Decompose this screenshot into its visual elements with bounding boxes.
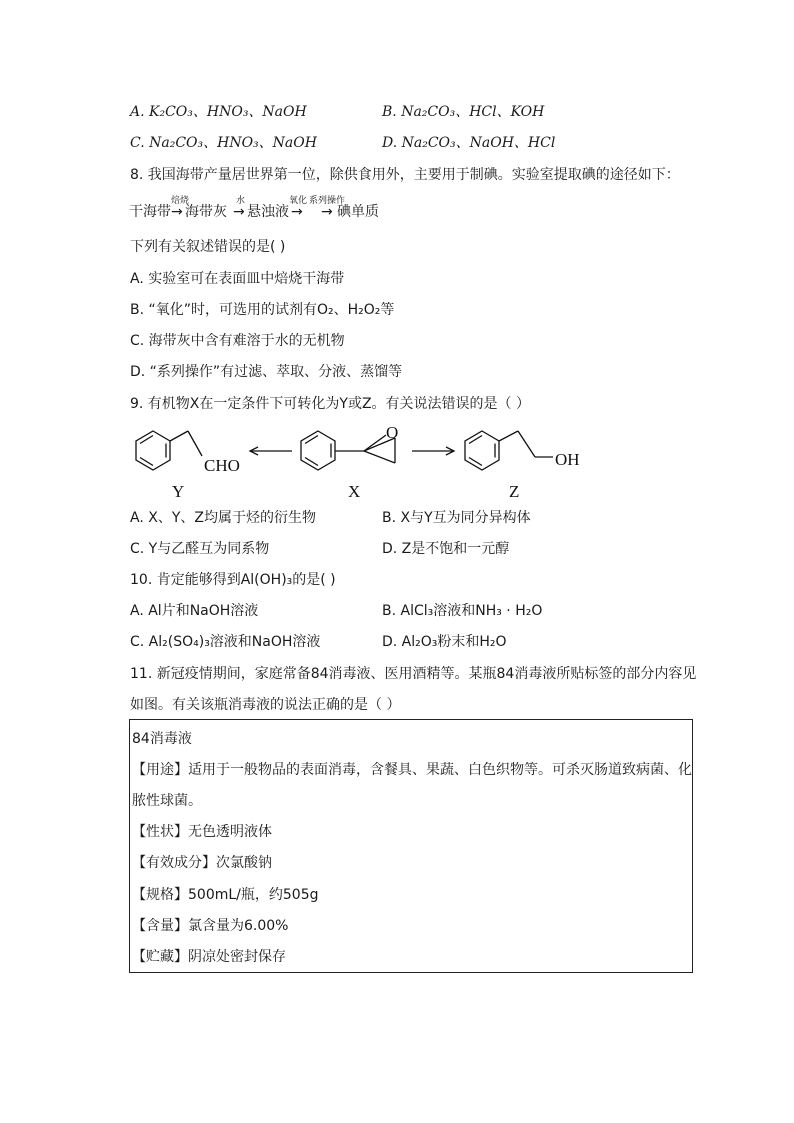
molecule-z <box>465 431 553 470</box>
q11-stem-line2: 如图。有关该瓶消毒液的说法正确的是（ ） <box>130 697 401 713</box>
arrow3-icon: → <box>291 204 303 220</box>
path-step2: 悬浊液 <box>247 204 289 220</box>
q10-option-d: D. Al₂O₃粉末和H₂O <box>382 634 507 650</box>
arrow2-icon: → <box>233 204 245 220</box>
label-ingredient: 【有效成分】次氯酸钠 <box>132 855 272 871</box>
arrow-to-z-icon <box>412 447 454 455</box>
arrow4-label: 系列操作 <box>309 196 346 206</box>
q10-option-b: B. AlCl₃溶液和NH₃ · H₂O <box>382 603 543 619</box>
arrow3-label: 氧化 <box>289 196 308 206</box>
x-ring-atom-label: O <box>386 423 399 442</box>
disinfectant-label-box <box>129 719 693 973</box>
q8-option-d: D. “系列操作”有过滤、萃取、分液、蒸馏等 <box>130 364 403 380</box>
path-end: 碘单质 <box>337 204 379 220</box>
q10-option-c: C. Al₂(SO₄)₃溶液和NaOH溶液 <box>130 634 321 650</box>
z-group-label: OH <box>555 450 580 469</box>
path-start: 干海带 <box>129 204 171 220</box>
arrow1-icon: → <box>171 204 183 220</box>
q10-stem: 10. 肯定能够得到Al(OH)₃的是( ) <box>130 572 336 588</box>
label-title: 84消毒液 <box>132 731 192 747</box>
label-content: 【含量】氯含量为6.00% <box>132 918 289 934</box>
molecule-x-label: X <box>348 482 361 501</box>
q9-stem: 9. 有机物X在一定条件下可转化为Y或Z。有关说法错误的是（ ） <box>130 396 530 412</box>
path-step1: 海带灰 <box>185 204 227 220</box>
arrow2-label: 水 <box>236 196 246 206</box>
q8-option-a: A. 实验室可在表面皿中焙烧干海带 <box>130 271 345 287</box>
q9-option-d: D. Z是不饱和一元醇 <box>382 541 510 557</box>
molecule-z-label: Z <box>509 482 520 501</box>
q8-extraction-path <box>129 196 429 224</box>
arrow4-icon: → <box>321 204 333 220</box>
q7-option-a: A. K₂CO₃、HNO₃、NaOH <box>130 104 307 120</box>
label-use-line2: 脓性球菌。 <box>132 793 202 809</box>
label-storage: 【贮藏】阴凉处密封保存 <box>132 949 286 965</box>
q7-option-d: D. Na₂CO₃、NaOH、HCl <box>382 135 556 151</box>
arrow1-label: 焙烧 <box>171 196 190 206</box>
molecule-y-label: Y <box>172 482 185 501</box>
q7-option-c: C. Na₂CO₃、HNO₃、NaOH <box>130 135 317 151</box>
q10-option-a: A. Al片和NaOH溶液 <box>130 603 259 619</box>
label-use-line1: 【用途】适用于一般物品的表面消毒，含餐具、果蔬、白色织物等。可杀灭肠道致病菌、化 <box>132 762 692 778</box>
q8-option-b: B. “氧化”时，可选用的试剂有O₂、H₂O₂等 <box>130 302 395 318</box>
arrow-to-y-icon <box>250 447 292 455</box>
label-property: 【性状】无色透明液体 <box>132 824 272 840</box>
q9-option-c: C. Y与乙醛互为同系物 <box>130 541 270 557</box>
q7-option-b: B. Na₂CO₃、HCl、KOH <box>382 104 545 120</box>
q11-stem-line1: 11. 新冠疫情期间，家庭常备84消毒液、医用酒精等。某瓶84消毒液所贴标签的部分内容见 <box>130 666 697 682</box>
molecule-x <box>301 431 395 470</box>
molecule-y <box>136 431 202 470</box>
q9-structure-diagram <box>120 418 600 504</box>
q8-stem: 8. 我国海带产量居世界第一位，除供食用外，主要用于制碘。实验室提取碘的途径如下： <box>130 167 680 183</box>
q8-option-c: C. 海带灰中含有难溶于水的无机物 <box>130 333 345 349</box>
y-group-label: CHO <box>204 456 240 475</box>
q8-question: 下列有关叙述错误的是( ) <box>130 239 286 255</box>
label-spec: 【规格】500mL/瓶，约505g <box>132 887 319 903</box>
q9-option-b: B. X与Y互为同分异构体 <box>382 510 531 526</box>
q9-option-a: A. X、Y、Z均属于烃的衍生物 <box>130 510 316 526</box>
